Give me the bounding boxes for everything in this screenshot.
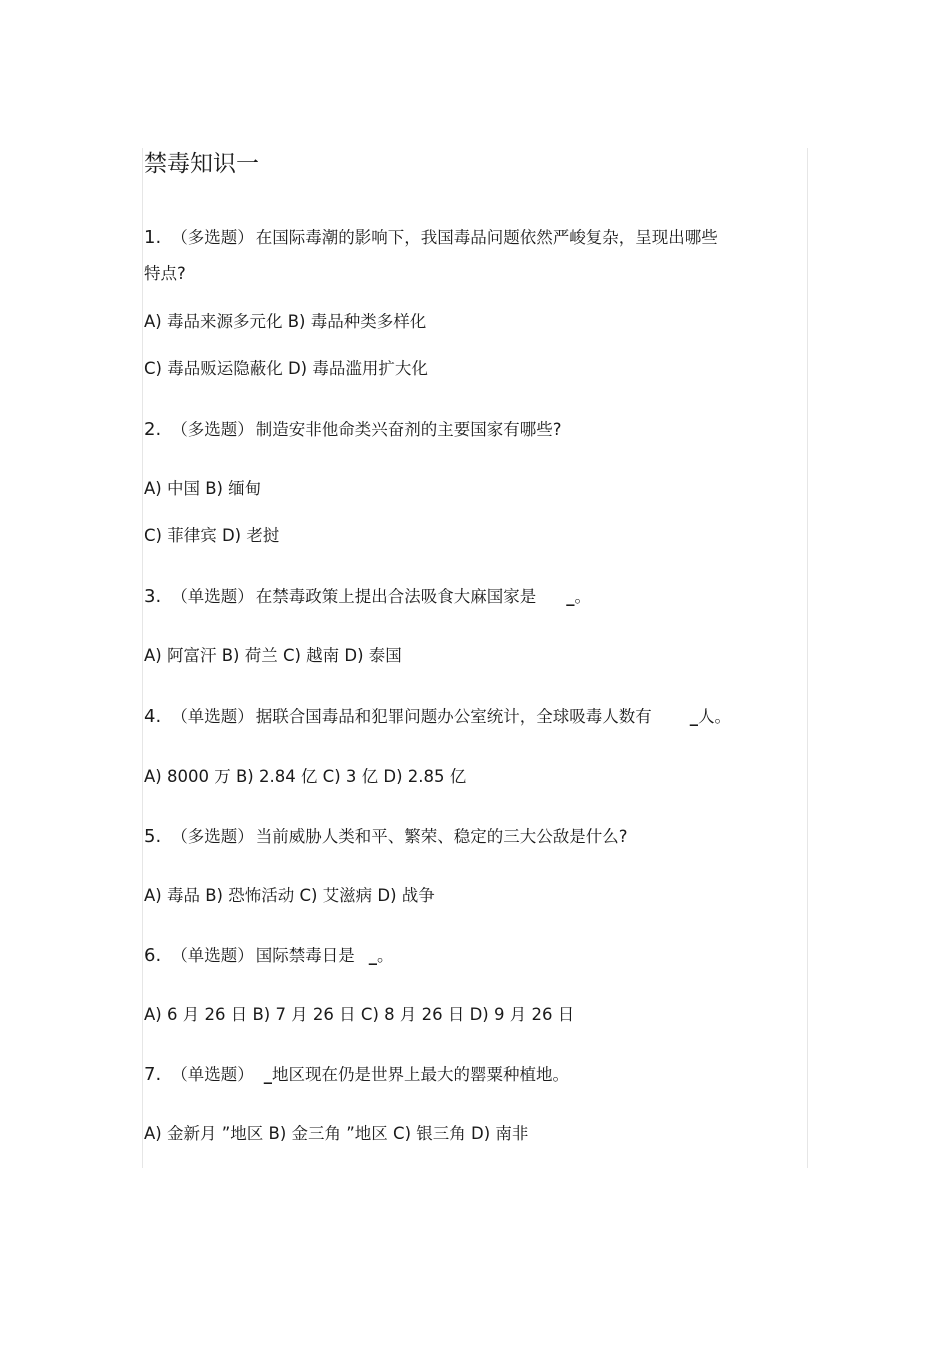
question-number: 3.: [144, 586, 162, 607]
question-2: [144, 418, 561, 442]
question-1-continued: [144, 262, 186, 286]
question-text: 制造安非他命类兴奋剂的主要国家有哪些?: [255, 420, 562, 439]
question-text: 当前威胁人类和平、繁荣、稳定的三大公敌是什么?: [255, 827, 628, 846]
question-number: 1.: [144, 227, 162, 248]
question-1-options-row-2: C) 毒品贩运隐蔽化 D) 毒品滥用扩大化: [144, 359, 428, 378]
question-type: （单选题）: [171, 946, 254, 965]
question-type: （多选题）: [171, 827, 254, 846]
question-number: 5.: [144, 826, 162, 847]
question-5-options-row-1: A) 毒品 B) 恐怖活动 C) 艾滋病 D) 战争: [144, 886, 435, 905]
question-7: [144, 1063, 569, 1087]
question-text-continued: 特点?: [144, 264, 186, 283]
question-end: 。: [574, 587, 591, 606]
question-text: 地区现在仍是世界上最大的罂粟种植地。: [271, 1065, 569, 1084]
question-type: （单选题）: [171, 1065, 254, 1084]
question-5: [144, 825, 627, 849]
question-4: [144, 705, 731, 729]
question-3-options-row-1: A) 阿富汗 B) 荷兰 C) 越南 D) 泰国: [144, 646, 402, 665]
answer-blank: _: [368, 946, 377, 965]
question-text: 据联合国毒品和犯罪问题办公室统计，全球吸毒人数有: [255, 707, 652, 726]
document-title: 禁毒知识一: [144, 151, 259, 177]
answer-blank: _: [689, 707, 698, 726]
question-type: （单选题）: [171, 587, 254, 606]
question-end: 人。: [697, 707, 731, 726]
question-2-options-row-2: C) 菲律宾 D) 老挝: [144, 526, 280, 545]
question-7-options-row-1: A) 金新月 ”地区 B) 金三角 ”地区 C) 银三角 D) 南非: [144, 1124, 529, 1143]
question-1: [144, 226, 718, 250]
question-6: [144, 944, 393, 968]
question-6-options-row-1: A) 6 月 26 日 B) 7 月 26 日 C) 8 月 26 日 D) 9 月 26 日: [144, 1005, 575, 1024]
question-end: 。: [376, 946, 394, 965]
question-number: 4.: [144, 706, 162, 727]
question-text: 在禁毒政策上提出合法吸食大麻国家是: [255, 587, 537, 606]
question-4-options-row-1: A) 8000 万 B) 2.84 亿 C) 3 亿 D) 2.85 亿: [144, 767, 467, 786]
question-1-options-row-1: A) 毒品来源多元化 B) 毒品种类多样化: [144, 312, 427, 331]
question-number: 6.: [144, 945, 162, 966]
question-type: （单选题）: [171, 707, 254, 726]
question-3: [144, 585, 591, 609]
question-number: 7.: [144, 1064, 162, 1085]
question-type: （多选题）: [171, 420, 254, 439]
question-text: 在国际毒潮的影响下，我国毒品问题依然严峻复杂，呈现出哪些: [255, 228, 718, 247]
question-type: （多选题）: [171, 228, 254, 247]
answer-blank: _: [263, 1065, 272, 1084]
question-number: 2.: [144, 419, 162, 440]
answer-blank: _: [566, 587, 575, 606]
question-text: 国际禁毒日是: [255, 946, 355, 965]
question-2-options-row-1: A) 中国 B) 缅甸: [144, 479, 262, 498]
